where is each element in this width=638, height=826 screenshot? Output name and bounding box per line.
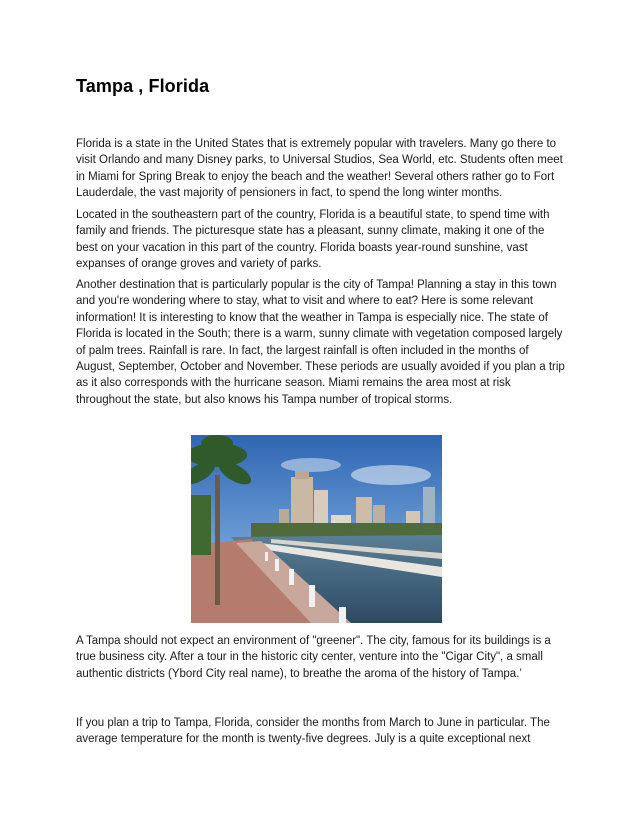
paragraph-tampa-trip-months: If you plan a trip to Tampa, Florida, consider the months from March to June in particular. The average temperature for the month is twenty-five degrees. July is a quite exceptional next xyxy=(76,717,550,746)
paragraph-tampa-destination: Another destination that is particularly popular is the city of Tampa! Planning a stay in this town and you're wondering where to stay, what to visit and where to eat? Here is some relevant information! It is interesting to know that the weather in Tampa is especially nice. The state of Florida is located in the South; there is a warm, sunny climate with vegetation composed largely of palm trees. Rainfall is rare. In fact, the largest rainfall is often included in the months of August, September, October and November. These periods are usually avoided if you plan a trip as it also corresponds with the hurricane season. Miami remains the area most at risk throughout the state, but also knows his Tampa number of tropical storms. xyxy=(76,279,565,406)
paragraph-tampa-business-city: A Tampa should not expect an environment of "greener". The city, famous for its buildings is a true business city. After a tour in the historic city center, venture into the "Cigar City", a small authentic districts (Ybord City real name), to breathe the aroma of the history of Tampa.’ xyxy=(76,635,551,680)
paragraph-florida-location: Located in the southeastern part of the country, Florida is a beautiful state, to spend time with family and friends. The picturesque state has a pleasant, sunny climate, making it one of the best on your vacation in this part of the country. Florida boasts year-round sunshine, vast expanses of orange groves and variety of parks. xyxy=(76,209,550,271)
paragraph-florida-intro: Florida is a state in the United States that is extremely popular with travelers. Many go there to visit Orlando and many Disney parks, to Universal Studios, Sea World, etc. Students often meet in Miami for Spring Break to enjoy the beach and the weather! Several others rather go to Fort Lauderdale, the vast majority of pensioners in fact, to spend the long winter months. xyxy=(76,138,563,200)
tampa-waterfront-photo xyxy=(191,435,442,623)
document-title: Tampa , Florida xyxy=(76,76,210,96)
